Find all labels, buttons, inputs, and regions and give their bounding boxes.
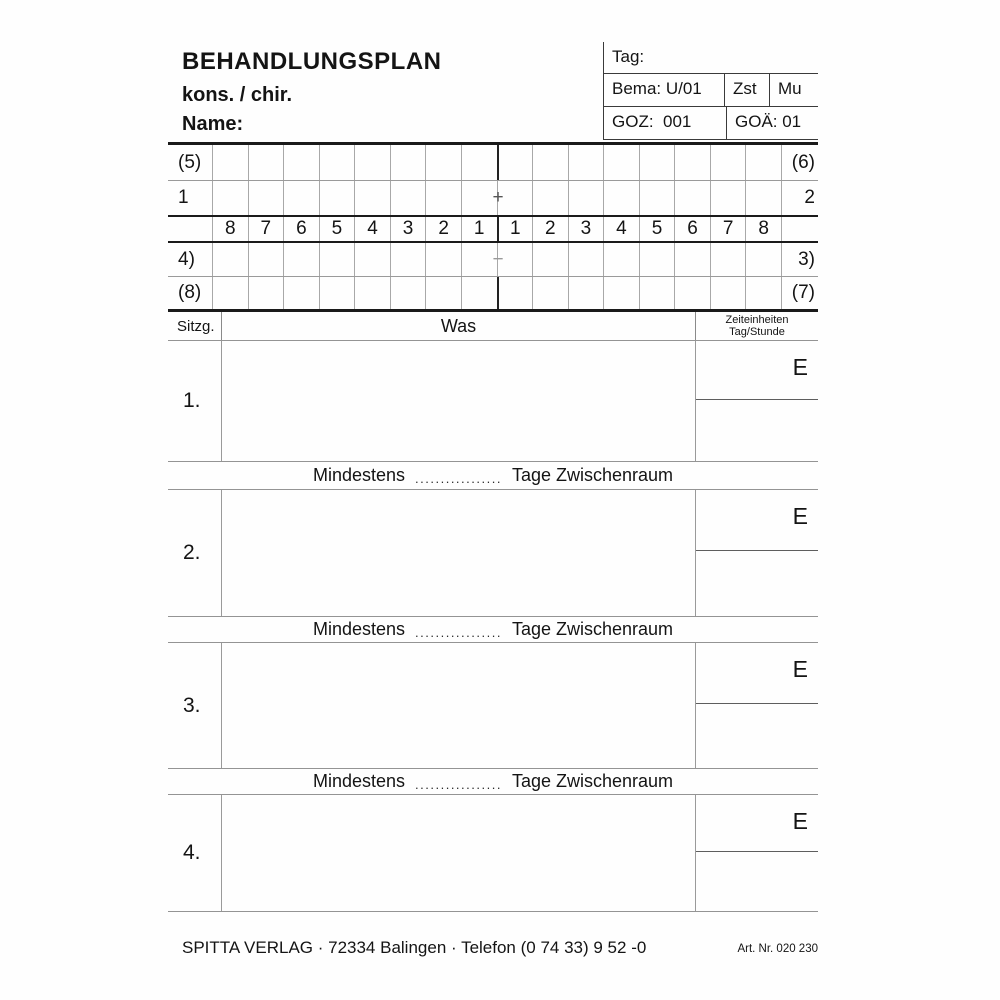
- tage-zwischenraum-label: Tage Zwischenraum: [511, 465, 674, 485]
- treatment-row-2: [168, 490, 818, 617]
- tooth-number-row: [168, 215, 818, 243]
- zeit-divider: [696, 851, 818, 852]
- e-marker: E: [792, 503, 808, 529]
- zst-label: Zst: [724, 74, 769, 106]
- tooth-num: 5: [640, 217, 676, 241]
- minus-sign: −: [492, 248, 504, 270]
- zeit-cell: [696, 490, 818, 616]
- was-area: [222, 490, 696, 616]
- tage-zwischenraum-label: Tage Zwischenraum: [511, 619, 674, 639]
- tooth-num: 2: [426, 217, 462, 241]
- spacer-row-3: [168, 769, 818, 795]
- mu-label: Mu: [769, 74, 818, 106]
- plus-sign: +: [492, 187, 504, 208]
- row-number: 4.: [168, 795, 222, 911]
- dotted-line: .................: [415, 625, 502, 640]
- tooth-row-5-6: [168, 145, 818, 181]
- footer-publisher: SPITTA VERLAG · 72334 Balingen · Telefon (0 74 33) 9 52 -0: [182, 938, 647, 957]
- spacer-row-1: [168, 462, 818, 490]
- tooth-chart: [168, 142, 818, 312]
- tooth-num: 8: [213, 217, 249, 241]
- tooth-label-8: (8): [168, 277, 213, 309]
- tooth-num: 7: [711, 217, 747, 241]
- treatment-row-4: [168, 795, 818, 912]
- was-area: [222, 341, 696, 461]
- dotted-line: .................: [415, 777, 502, 792]
- tooth-num: 4: [604, 217, 640, 241]
- tooth-label-1: 1: [168, 181, 213, 215]
- tooth-num: 6: [675, 217, 711, 241]
- e-marker: E: [792, 656, 808, 682]
- zeiteinheiten-line1: Zeiteinheiten: [725, 314, 789, 326]
- dotted-line: .................: [415, 471, 502, 486]
- tag-table: [603, 42, 818, 140]
- page-title: BEHANDLUNGSPLAN: [182, 48, 442, 75]
- goa-value: GOÄ: 01: [726, 107, 818, 139]
- goz-value: GOZ: 001: [612, 112, 692, 131]
- mindestens-label: Mindestens: [312, 465, 406, 485]
- zeit-cell: [696, 341, 818, 461]
- zeit-divider: [696, 703, 818, 704]
- zeiteinheiten-line2: Tag/Stunde: [729, 326, 785, 338]
- spacer-row-2: [168, 617, 818, 643]
- mindestens-label: Mindestens: [312, 619, 406, 639]
- zeit-divider: [696, 550, 818, 551]
- mindestens-label: Mindestens: [312, 771, 406, 791]
- tooth-row-4-3: [168, 243, 818, 277]
- was-area: [222, 795, 696, 911]
- tooth-row-1-2: [168, 181, 818, 215]
- tooth-num: 7: [249, 217, 285, 241]
- column-header-zeiteinheiten: [696, 312, 818, 340]
- zeit-cell: [696, 795, 818, 911]
- treatment-row-3: [168, 643, 818, 769]
- footer-article-number: Art. Nr. 020 230: [737, 943, 818, 955]
- row-number: 2.: [168, 490, 222, 616]
- tooth-num: 2: [533, 217, 569, 241]
- tooth-label-4: 4): [168, 243, 213, 276]
- column-header-was: Was: [222, 312, 696, 340]
- column-header-sitzg: Sitzg.: [168, 312, 222, 340]
- tooth-num: 6: [284, 217, 320, 241]
- tooth-label-2: 2: [804, 187, 815, 208]
- tooth-num: 8: [746, 217, 782, 241]
- tooth-num: 3: [569, 217, 605, 241]
- tooth-num: 1: [462, 217, 498, 241]
- tooth-label-7: (7): [791, 282, 815, 303]
- zeit-divider: [696, 399, 818, 400]
- treatment-row-1: [168, 341, 818, 462]
- tage-zwischenraum-label: Tage Zwischenraum: [511, 771, 674, 791]
- row-number: 3.: [168, 643, 222, 768]
- name-label: Name:: [182, 113, 244, 135]
- tooth-num: 3: [391, 217, 427, 241]
- bema-value: Bema: U/01: [612, 79, 702, 98]
- row-number: 1.: [168, 341, 222, 461]
- tooth-label-3: 3): [798, 248, 815, 270]
- treatment-table-header: [168, 312, 818, 341]
- e-marker: E: [792, 354, 808, 380]
- tooth-num: 1: [497, 217, 534, 241]
- tooth-num: 4: [355, 217, 391, 241]
- tooth-num: 5: [320, 217, 356, 241]
- zeit-cell: [696, 643, 818, 768]
- tooth-row-8-7: [168, 277, 818, 309]
- e-marker: E: [792, 808, 808, 834]
- tag-label: Tag:: [612, 47, 645, 66]
- tooth-label-5: (5): [168, 145, 213, 180]
- subtitle-kons-chir: kons. / chir.: [182, 84, 293, 106]
- was-area: [222, 643, 696, 768]
- tooth-label-6: (6): [791, 151, 815, 173]
